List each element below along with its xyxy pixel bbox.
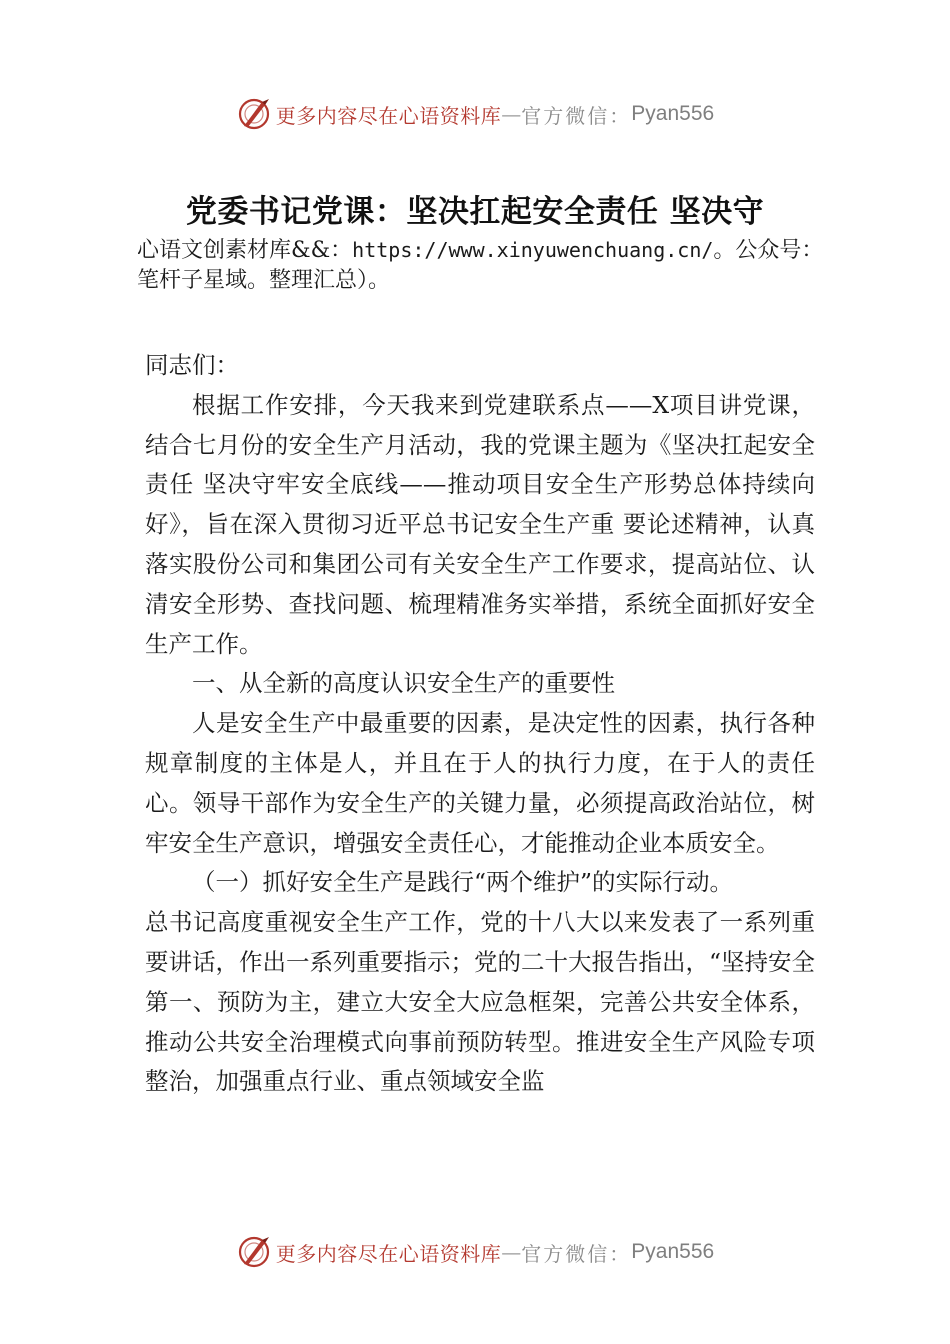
source-suffix: 。公众号：笔杆子星域。整理汇总）。 <box>137 238 824 293</box>
banner-text: 更多内容尽在心语资料库 <box>275 103 502 128</box>
banner-separator: — <box>501 1240 522 1264</box>
source-note <box>137 235 837 296</box>
banner-text: 更多内容尽在心语资料库 <box>275 1241 502 1266</box>
header-banner <box>0 94 950 134</box>
paragraph-people: 人是安全生产中最重要的因素，是决定性的因素，执行各种规章制度的主体是人，并且在于人的执行力度，在于人的责任心。领导干部作为安全生产的关键力量，必须提高政治站位，树牢安全生产意识，增强安全责任心，才能推动企业本质安全。 <box>145 709 815 857</box>
quill-pen-logo-icon <box>236 96 272 132</box>
banner-wechat-id: Pyan556 <box>631 1240 715 1263</box>
greeting: 同志们： <box>145 351 239 379</box>
banner-separator: — <box>501 102 522 126</box>
source-prefix: 心语文创素材库&&： <box>137 238 353 263</box>
document-title: 党委书记党课：坚决扛起安全责任 坚决守 <box>185 194 765 230</box>
paragraph-intro: 根据工作安排，今天我来到党建联系点——X项目讲党课，结合七月份的安全生产月活动，我的党课主题为《坚决扛起安全责任 坚决守牢安全底线——推动项目安全生产形势总体持续向好》，旨在深入贯彻习近平总书记安全生产重 要论述精神，认真落实股份公司和集团公司有关安全生产工作要求，提高站位、认清安全形势、查找问题、梳理精准务实举措，系统全面抓好安全生产工作。 <box>145 390 815 658</box>
quill-pen-logo-icon <box>236 1234 272 1270</box>
document-body <box>145 346 815 1102</box>
paragraph-continuation: 总书记高度重视安全生产工作，党的十八大以来发表了一系列重要讲话，作出一系列重要指示；党的二十大报告指出，“坚持安全第一、预防为主，建立大安全大应急框架，完善公共安全体系，推动公共安全治理模式向事前预防转型。推进安全生产风险专项整治，加强重点行业、重点领域安全监 <box>145 908 816 1096</box>
banner-wechat-id: Pyan556 <box>631 102 715 125</box>
banner-wechat-label: 官方微信： <box>521 1241 632 1266</box>
subsection-heading-1: （一）抓好安全生产是践行“两个维护”的实际行动。 <box>192 868 734 897</box>
section-heading-1: 一、从全新的高度认识安全生产的重要性 <box>192 669 615 698</box>
source-url: https://www.xinyuwenchuang.cn/ <box>352 238 714 262</box>
banner-wechat-label: 官方微信： <box>521 103 632 128</box>
footer-banner <box>0 1232 950 1272</box>
